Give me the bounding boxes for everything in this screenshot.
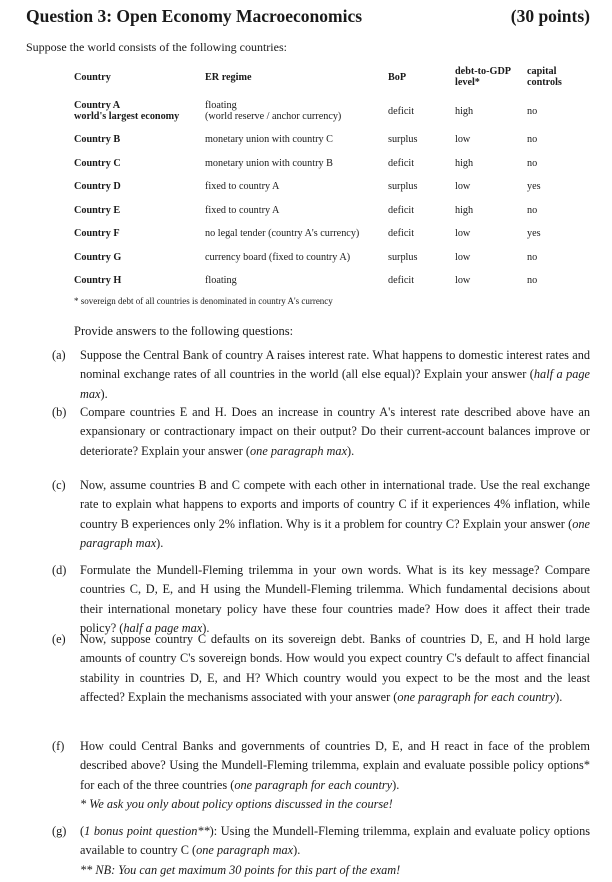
cell-bop: surplus <box>388 251 418 263</box>
question-label: (d) <box>52 563 67 577</box>
er-regime: floating <box>205 275 237 287</box>
cell-country <box>74 246 205 270</box>
cell-capital-controls: yes <box>527 181 541 193</box>
country-name: Country B <box>74 134 121 146</box>
question-e <box>52 630 590 707</box>
er-regime: monetary union with country C <box>205 134 333 146</box>
table-row <box>74 269 587 293</box>
question-text-end: ). <box>555 689 563 704</box>
question-hint: one paragraph for each country <box>234 777 393 792</box>
cell-debt: low <box>455 275 471 287</box>
col-header: BoP <box>388 71 407 83</box>
question-text: Suppose the Central Bank of country A raises interest rate. What happens to domestic interest rates and nominal exchange rates of all countries in the world (all else equal)? Explain your answer ( <box>80 348 590 382</box>
country-name: Country D <box>74 181 121 193</box>
cell-country <box>74 128 205 152</box>
cell-country <box>74 175 205 199</box>
cell-bop: deficit <box>388 275 415 287</box>
country-name: Country F <box>74 228 120 240</box>
table-row <box>74 128 587 152</box>
cell-capital-controls: no <box>527 134 538 146</box>
cell-capital-controls: no <box>527 157 538 169</box>
instructions: Provide answers to the following questions: <box>74 324 294 338</box>
question-text: Compare countries E and H. Does an increase in country A's interest rate described above have an expansionary or contractionary impact on their output? Do their current-account balances improve or deteriorate? Explain your answer ( <box>80 405 590 458</box>
question-text: Formulate the Mundell-Fleming trilemma in your own words. What is its key message? Compare countries C, D, E, and H using the Mundell-Fleming trilemma. Which fundamental decisions about their international monetary policy have these four countries made? How does it affect their trade policy? ( <box>80 563 590 635</box>
question-text-end: ). <box>293 843 301 858</box>
question-f <box>52 737 590 814</box>
cell-er <box>205 269 388 293</box>
table-row <box>74 222 587 246</box>
country-name: Country E <box>74 204 121 216</box>
er-regime: fixed to country A <box>205 204 280 216</box>
question-points: (30 points) <box>510 6 590 26</box>
question-b <box>52 403 590 461</box>
table-row <box>74 152 587 176</box>
er-regime: monetary union with country B <box>205 157 333 169</box>
question-hint: one paragraph max <box>250 443 348 458</box>
cell-er <box>205 175 388 199</box>
er-regime: floating <box>205 100 237 111</box>
table-row <box>74 175 587 199</box>
question-text-end: ). <box>392 777 400 792</box>
country-note: world's largest economy <box>74 111 180 122</box>
question-text-end: ): Using the Mundell-Fleming trilemma, explain and evaluate policy options available to country C ( <box>80 824 590 858</box>
col-header: capital controls <box>527 66 562 88</box>
cell-debt: high <box>455 157 474 169</box>
question-text: Now, suppose country C defaults on its sovereign debt. Banks of countries D, E, and H hold large amounts of country C's sovereign bonds. How would you expect country C's default to affect financial stability in countries D, E, and H? Which country would you expect to be the most and the least affected? Explain the mechanisms associated with your answer ( <box>80 632 590 704</box>
cell-bop: deficit <box>388 157 415 169</box>
cell-er <box>205 152 388 176</box>
cell-country <box>74 269 205 293</box>
cell-country <box>74 222 205 246</box>
question-hint: one paragraph for each country <box>397 689 556 704</box>
cell-debt: low <box>455 228 471 240</box>
er-regime: fixed to country A <box>205 181 280 193</box>
question-label: (b) <box>52 405 67 419</box>
question-note: ** NB: You can get maximum 30 points for this part of the exam! <box>80 862 401 877</box>
question-title: Question 3: Open Economy Macroeconomics <box>26 6 363 26</box>
er-regime-note: (world reserve / anchor currency) <box>205 111 342 122</box>
question-text: How could Central Banks and governments of countries D, E, and H react in face of the problem described above? Using the Mundell-Fleming trilemma, explain and evaluate possible policy options* for each of the three countries ( <box>80 739 590 792</box>
cell-er <box>205 94 388 128</box>
question-text: Now, assume countries B and C compete with each other in international trade. Use the real exchange rate to explain what happens to exports and imports of country C if it experiences 4% inflation, while country B experiences only 2% inflation. Why is it a problem for country C? Explain your answer ( <box>80 478 590 531</box>
table-row <box>74 199 587 223</box>
question-c <box>52 476 590 553</box>
question-note: * We ask you only about policy options discussed in the course! <box>80 796 393 811</box>
cell-bop: surplus <box>388 134 418 146</box>
question-hint: half a page max <box>80 367 590 401</box>
cell-er <box>205 222 388 246</box>
countries-table <box>74 60 587 293</box>
cell-bop: surplus <box>388 181 418 193</box>
cell-debt: high <box>455 204 474 216</box>
table-row <box>74 246 587 270</box>
question-hint: one paragraph max <box>80 516 590 550</box>
cell-debt: low <box>455 134 471 146</box>
table-footnote: * sovereign debt of all countries is denominated in country A's currency <box>74 296 333 306</box>
country-name: Country G <box>74 251 122 263</box>
question-text-end: ). <box>100 386 108 401</box>
cell-country <box>74 152 205 176</box>
question-label: (c) <box>52 478 66 492</box>
question-text-end: ). <box>347 443 355 458</box>
cell-er <box>205 128 388 152</box>
country-name: Country H <box>74 275 122 287</box>
col-header: Country <box>74 71 111 83</box>
cell-country <box>74 94 205 128</box>
question-label: (f) <box>52 739 65 753</box>
cell-er <box>205 199 388 223</box>
cell-capital-controls: no <box>527 105 538 117</box>
er-regime: currency board (fixed to country A) <box>205 251 351 263</box>
cell-bop: deficit <box>388 105 415 117</box>
cell-capital-controls: no <box>527 251 538 263</box>
col-header: debt-to-GDP level* <box>455 66 511 88</box>
cell-debt: high <box>455 105 474 117</box>
er-regime: no legal tender (country A's currency) <box>205 228 360 240</box>
cell-debt: low <box>455 181 471 193</box>
cell-capital-controls: yes <box>527 228 541 240</box>
question-text-end: ). <box>202 620 210 635</box>
country-name: Country A <box>74 100 121 111</box>
cell-capital-controls: no <box>527 275 538 287</box>
cell-country <box>74 199 205 223</box>
cell-bop: deficit <box>388 204 415 216</box>
country-name: Country C <box>74 157 121 169</box>
cell-er <box>205 246 388 270</box>
question-text: ( <box>80 824 85 838</box>
question-a <box>52 346 590 404</box>
question-label: (a) <box>52 348 66 362</box>
cell-bop: deficit <box>388 228 415 240</box>
col-header: ER regime <box>205 71 252 83</box>
question-hint: half a page max <box>123 620 203 635</box>
question-hint: one paragraph max <box>196 843 294 858</box>
cell-debt: low <box>455 251 471 263</box>
table-row <box>74 94 587 128</box>
table-header-row <box>74 60 587 94</box>
question-g <box>52 822 590 880</box>
question-label: (e) <box>52 632 66 646</box>
cell-capital-controls: no <box>527 204 538 216</box>
question-text-end: ). <box>156 535 164 550</box>
question-d <box>52 561 590 638</box>
question-hint: 1 bonus point question** <box>84 824 210 838</box>
question-label: (g) <box>52 824 67 838</box>
intro-text: Suppose the world consists of the following countries: <box>26 40 287 54</box>
